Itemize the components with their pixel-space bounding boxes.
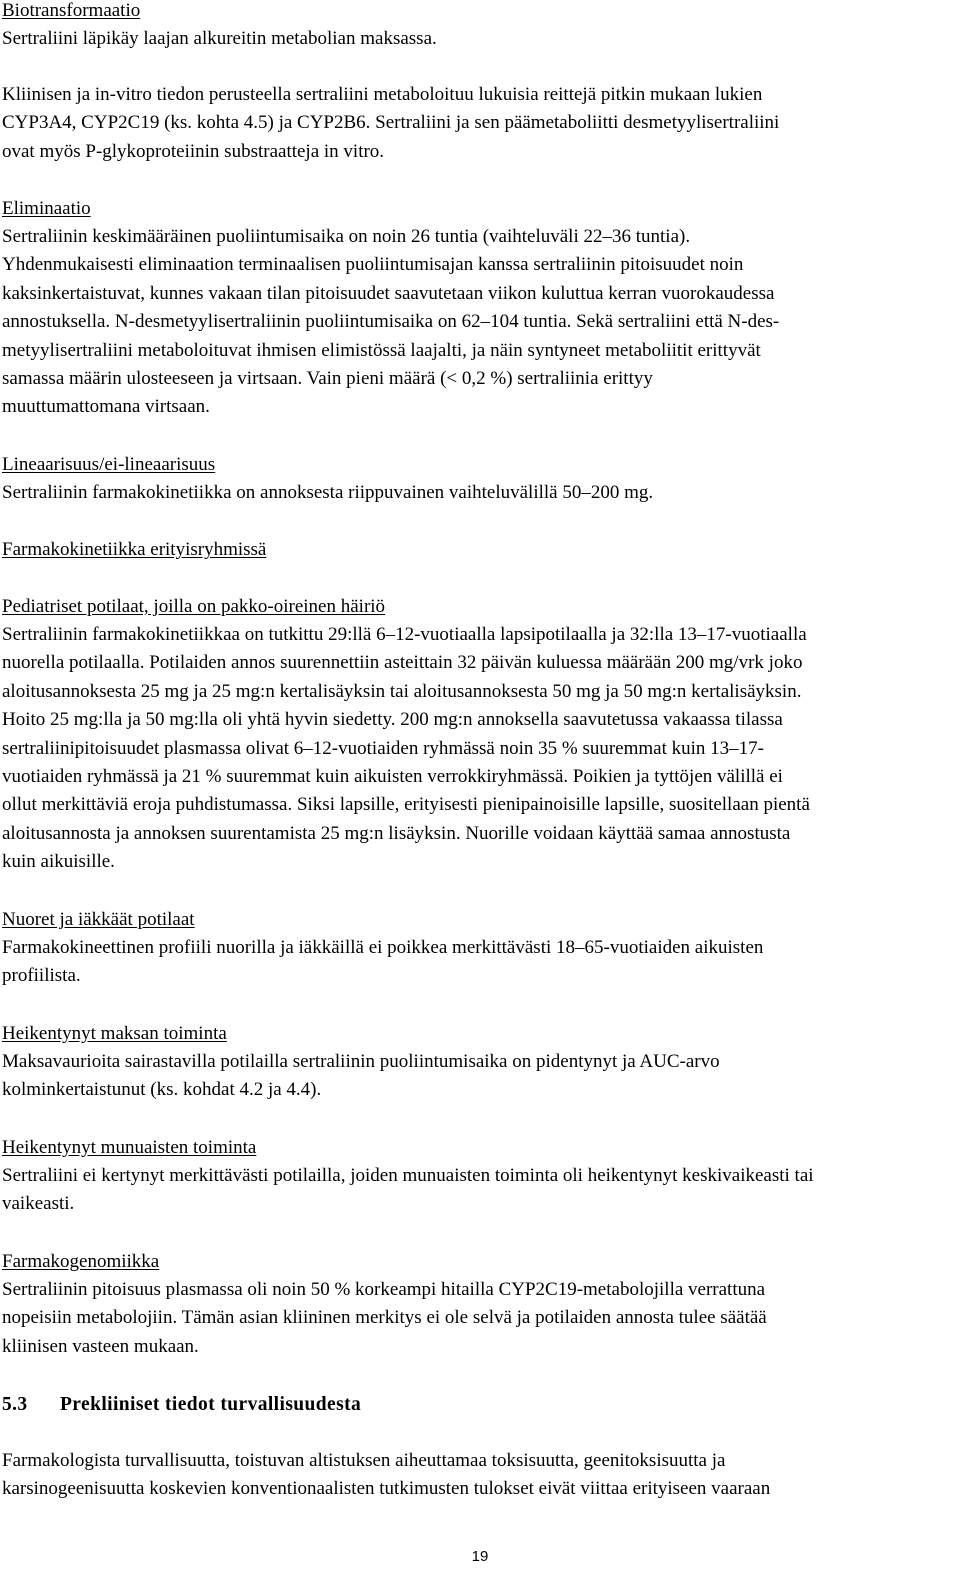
section-heading: Heikentynyt maksan toiminta [2, 1023, 227, 1044]
section-renal-impairment [2, 1134, 952, 1219]
section-elimination [2, 195, 952, 422]
section-biotransformation [2, 0, 952, 53]
section-young-elderly [2, 906, 952, 991]
section-heading: Lineaarisuus/ei-lineaarisuus [2, 454, 216, 475]
section-hepatic-impairment [2, 1020, 952, 1105]
section-5-3-body [2, 1447, 952, 1504]
paragraph: Sertraliini ei kertynyt merkittävästi potilailla, joiden munuaisten toiminta oli heikentynyt keskivaikeasti tai vaikeasti. [2, 1165, 814, 1215]
section-title: Prekliiniset tiedot turvallisuudesta [60, 1394, 362, 1415]
paragraph: Sertraliinin farmakokinetiikka on annoksesta riippuvainen vaihteluvälillä 50–200 mg. [2, 482, 654, 503]
section-heading: Heikentynyt munuaisten toiminta [2, 1137, 257, 1158]
paragraph: Sertraliinin keskimääräinen puoliintumisaika on noin 26 tuntia (vaihteluväli 22–36 tuntia). Yhdenmukaisesti eliminaation terminaalisen puoliintumisajan kanssa sertraliinin pitoisuudet noin kaksinkertaistuvat, kunnes vakaan tilan pitoisuudet saavutetaan viikon kuluttua kerran vuorokaudessa annostuksella. N-desmetyylisertraliinin puoliintumisaika on 62–104 tuntia. Sekä sertraliini että N-des- metyylisertraliini metaboloituvat ihmisen elimistössä laajalti, ja näin syntyneet metaboliitit erittyvät samassa määrin ulosteeseen ja virtsaan. Vain pieni määrä (< 0,2 %) sertraliinia erittyy muuttumattomana virtsaan. [2, 226, 780, 418]
section-linearity [2, 451, 952, 507]
paragraph: Sertraliinin farmakokinetiikkaa on tutkittu 29:llä 6–12-vuotiaalla lapsipotilaalla ja 32:lla 13–17-vuotiaalla nuorella potilaalla. Potilaiden annos suurennettiin asteittain 32 päivän kuluessa määrään 200 mg/vrk joko aloitusannoksesta 25 mg ja 25 mg:n kertalisäyksin tai aloitusannoksesta 50 mg ja 50 mg:n kertalisäyksin. Hoito 25 mg:lla ja 50 mg:lla oli yhtä hyvin siedetty. 200 mg:n annoksella saavutetussa vakaassa tilassa sertraliinipitoisuudet plasmassa olivat 6–12-vuotiaiden ryhmässä noin 35 % suuremmat kuin 13–17- vuotiaiden ryhmässä ja 21 % suuremmat kuin aikuisten verrokkiryhmässä. Poikien ja tyttöjen välillä ei ollut merkittäviä eroja puhdistumassa. Siksi lapsille, erityisesti pienipainoisille lapsille, suositellaan pientä aloitusannosta ja annoksen suurentamista 25 mg:n lisäyksin. Nuorille voidaan käyttää samaa annostusta kuin aikuisille. [2, 624, 810, 873]
section-special-populations [2, 536, 952, 564]
page-number: 19 [471, 1548, 489, 1565]
section-pharmacogenomics [2, 1248, 952, 1361]
paragraph: Sertraliinin pitoisuus plasmassa oli noin 50 % korkeampi hitailla CYP2C19-metabolojilla verrattuna nopeisiin metabolojiin. Tämän asian kliininen merkitys ei ole selvä ja potilaiden annosta tulee säätää kliinisen vasteen mukaan. [2, 1279, 767, 1357]
section-heading: Nuoret ja iäkkäät potilaat [2, 909, 195, 930]
section-number: 5.3 [2, 1394, 28, 1415]
section-5-3-heading [2, 1391, 361, 1419]
paragraph: Sertraliini läpikäy laajan alkureitin metabolian maksassa. [2, 28, 437, 49]
section-pediatric [2, 593, 952, 877]
paragraph: Farmakokineettinen profiili nuorilla ja iäkkäillä ei poikkea merkittävästi 18–65-vuotiaiden aikuisten profiilista. [2, 937, 764, 987]
section-heading: Farmakokinetiikka erityisryhmissä [2, 539, 267, 560]
paragraph: Maksavaurioita sairastavilla potilailla sertraliinin puoliintumisaika on pidentynyt ja AUC-arvo kolminkertaistunut (ks. kohdat 4.2 ja 4.4). [2, 1051, 720, 1101]
section-biotransformation-body [2, 81, 952, 166]
section-heading: Eliminaatio [2, 198, 91, 219]
section-heading: Farmakogenomiikka [2, 1251, 160, 1272]
paragraph: Farmakologista turvallisuutta, toistuvan altistuksen aiheuttamaa toksisuutta, geenitoksisuutta ja karsinogeenisuutta koskevien konventionaalisten tutkimusten tulokset eivät viittaa erityiseen vaaraan [2, 1450, 771, 1500]
section-heading: Biotransformaatio [2, 0, 141, 21]
paragraph: Kliinisen ja in-vitro tiedon perusteella sertraliini metaboloituu lukuisia reittejä pitkin mukaan lukien CYP3A4, CYP2C19 (ks. kohta 4.5) ja CYP2B6. Sertraliini ja sen päämetaboliitti desmetyylisertraliini ovat myös P-glykoproteiinin substraatteja in vitro. [2, 84, 780, 162]
section-heading: Pediatriset potilaat, joilla on pakko-oireinen häiriö [2, 596, 386, 617]
